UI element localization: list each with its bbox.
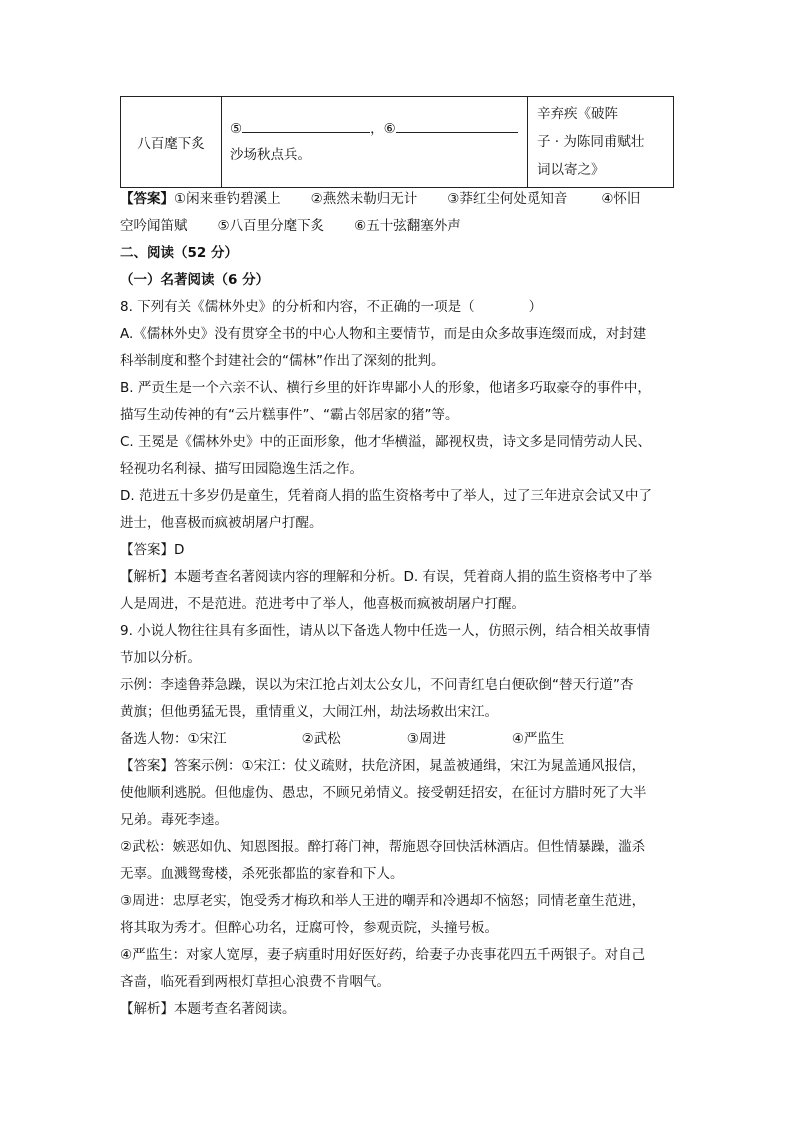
poem-title-cell <box>121 97 222 188</box>
answer-line <box>120 213 680 240</box>
candidate-list <box>120 726 680 753</box>
blank-6-line <box>396 117 518 133</box>
answer-line: 【答案】答案示例：①宋江：仗义疏财，扶危济困，晁盖被通缉，宋江为晁盖通风报信， <box>120 758 646 774</box>
question-stem: 9. 小说人物往往具有多面性，请从以下备选人物中任选一人，仿照示例，结合相关故事情 <box>120 623 651 639</box>
explanation-line: 人是周进，不是范进。范进考中了举人，他喜极而疯被胡屠户打醒。 <box>120 596 525 612</box>
answer-line: 【答案】D <box>120 542 185 558</box>
question-stem-cont: 节加以分析。 <box>120 650 201 666</box>
answer-line: 无辜。血溅鸳鸯楼，杀死张都监的家眷和下人。 <box>120 866 404 882</box>
blank-5-line <box>242 117 370 133</box>
table-row <box>121 97 674 188</box>
answer-item: ⑥五十弦翻塞外声 <box>354 218 461 234</box>
answer-line: ④严监生：对家人宽厚，妻子病重时用好医好药，给妻子办丧事花四五千两银子。对自己 <box>120 947 646 963</box>
blank-6-label: ，⑥ <box>370 121 396 137</box>
answer-item: ⑤八百里分麾下炙 <box>217 218 325 234</box>
answer-line: 使他顺利逃脱。但他虚伪、愚忠，不顾兄弟情义。接受朝廷招安，在征讨方腊时死了大半 <box>120 785 647 801</box>
blank-line-1 <box>230 116 527 142</box>
answer-item: ①闲来垂钓碧溪上 <box>174 191 281 207</box>
option-c-cont: 轻视功名利禄、描写田园隐逸生活之作。 <box>120 461 363 477</box>
option-c: C. 王冕是《儒林外史》中的正面形象，他才华横溢，鄙视权贵，诗文多是同情劳动人民、 <box>120 434 652 450</box>
example-line: 黄旗；但他勇猛无畏，重情重义，大闹江州，劫法场救出宋江。 <box>120 704 498 720</box>
option-a-cont: 科举制度和整个封建社会的“儒林”作出了深刻的批判。 <box>120 353 445 369</box>
source-line: 辛弃疾《破阵 <box>537 106 618 122</box>
answer-line: 兄弟。毒死李逵。 <box>120 812 228 828</box>
explanation-line: 【解析】本题考查名著阅读。 <box>120 1001 296 1017</box>
candidate-item: ②武松 <box>301 731 341 747</box>
poem-line-label: 八百麾下炙 <box>137 136 205 152</box>
candidate-item: ③周进 <box>406 731 446 747</box>
poem-table <box>120 96 674 188</box>
candidate-item: 备选人物：①宋江 <box>120 731 227 747</box>
answer-item: ②燕然未勒归无计 <box>310 191 418 207</box>
section-heading: 二、阅读（52 分） <box>120 245 238 261</box>
source-line: 词以寄之》 <box>537 162 605 178</box>
subsection-heading: （一）名著阅读（6 分） <box>120 272 270 288</box>
answer-line: ③周进：忠厚老实，饱受秀才梅玖和举人王进的嘲弄和冷遇却不恼怒；同情老童生范进， <box>120 893 646 909</box>
blank-cell <box>222 97 528 188</box>
source-cell <box>528 97 674 188</box>
answer-line: 将其取为秀才。但醉心功名，迂腐可怜，参观贡院，头撞号板。 <box>120 920 498 936</box>
answer-line: 吝啬，临死看到两根灯草担心浪费不肯咽气。 <box>120 974 390 990</box>
answer-line <box>120 186 680 213</box>
option-b-cont: 描写生动传神的有“云片糕事件”、“霸占邻居家的猪”等。 <box>120 407 459 423</box>
answer-item: 空吟闻笛赋 <box>120 218 188 234</box>
explanation-line: 【解析】本题考查名著阅读内容的理解和分析。D. 有误，凭着商人捐的监生资格考中了举 <box>120 569 652 585</box>
answer-line: ②武松：嫉恶如仇、知恩图报。醉打蒋门神，帮施恩夺回快活林酒店。但性情暴躁，滥杀 <box>120 839 646 855</box>
answer-item: ③莽红尘何处觅知音 <box>447 191 568 207</box>
question-stem: 8. 下列有关《儒林外史》的分析和内容，不正确的一项是（ ） <box>120 299 543 315</box>
option-d: D. 范进五十多岁仍是童生，凭着商人捐的监生资格考中了举人，过了三年进京会试又中了 <box>120 488 652 504</box>
option-b: B. 严贡生是一个六亲不认、横行乡里的奸诈卑鄙小人的形象，他诸多巧取豪夺的事件中， <box>120 380 651 396</box>
option-d-cont: 进士，他喜极而疯被胡屠户打醒。 <box>120 515 323 531</box>
option-a: A.《儒林外史》没有贯穿全书的中心人物和主要情节，而是由众多故事连缀而成，对封建 <box>120 326 647 342</box>
candidate-item: ④严监生 <box>511 731 565 747</box>
blank-5-label: ⑤ <box>230 121 243 137</box>
source-line: 子 · 为陈同甫赋壮 <box>537 134 645 150</box>
example-line: 示例：李逵鲁莽急躁，误以为宋江抢占刘太公女儿，不问青红皂白便砍倒“替天行道”杏 <box>120 677 634 693</box>
answer-tag: 【答案】 <box>120 191 174 207</box>
blank-line-2: 沙场秋点兵。 <box>230 147 311 163</box>
document-body <box>120 186 680 1023</box>
answer-item: ④怀旧 <box>601 191 641 207</box>
